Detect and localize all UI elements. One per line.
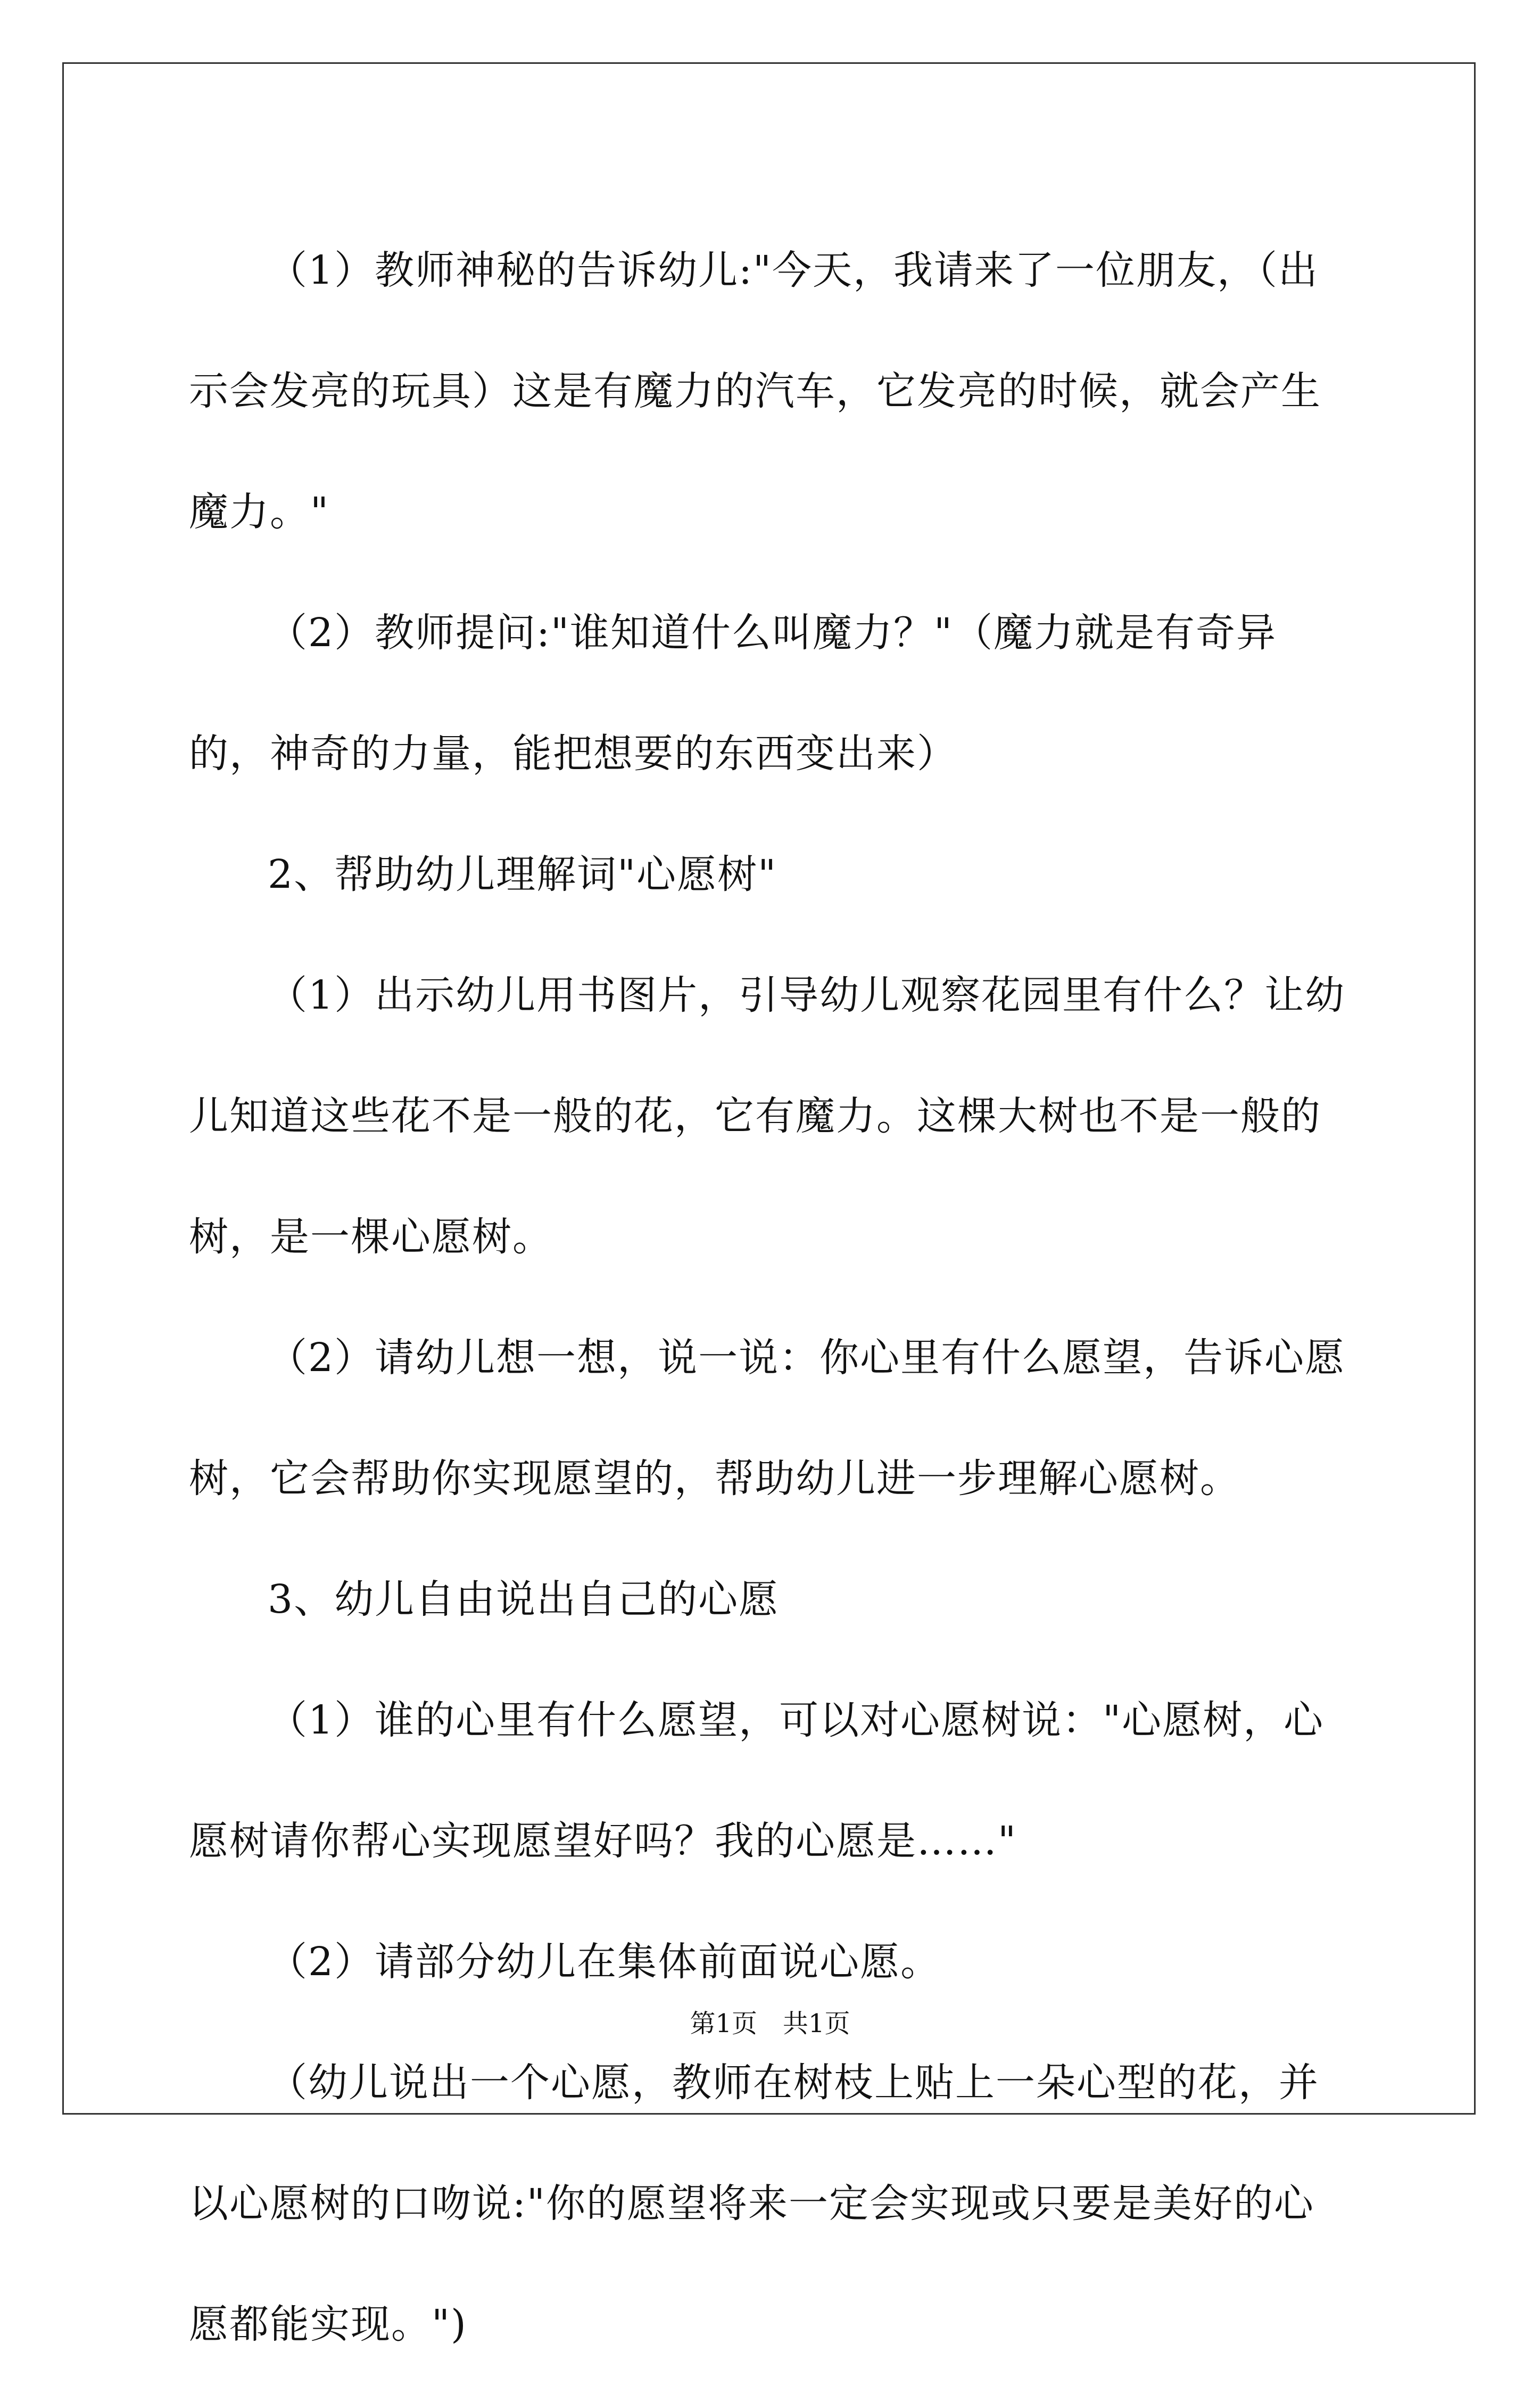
paragraph: （2）请幼儿想一想，说一说：你心里有什么愿望，告诉心愿树，它会帮助你实现愿望的，帮助幼儿进一步理解心愿树。	[189, 1335, 1346, 1501]
paragraph: （1）出示幼儿用书图片，引导幼儿观察花园里有什么？让幼儿知道这些花不是一般的花，它有魔力。这棵大树也不是一般的树，是一棵心愿树。	[189, 972, 1346, 1260]
section-heading: 2、帮助幼儿理解词"心愿树"	[268, 852, 777, 897]
page-footer	[0, 2008, 1540, 2040]
paragraph: （1）教师神秘的告诉幼儿:"今天，我请来了一位朋友，（出示会发亮的玩具）这是有魔力的汽车，它发亮的时候，就会产生魔力。"	[189, 247, 1321, 535]
paragraph: （幼儿说出一个心愿，教师在树枝上贴上一朵心型的花，并以心愿树的口吻说:"你的愿望将来一定会实现或只要是美好的心愿都能实现。")	[189, 2060, 1319, 2347]
paragraph: （1）谁的心里有什么愿望，可以对心愿树说："心愿树，心愿树请你帮心实现愿望好吗？我的心愿是……"	[189, 1697, 1324, 1864]
paragraph: （2）教师提问:"谁知道什么叫魔力？"（魔力就是有奇异的，神奇的力量，能把想要的东西变出来）	[189, 610, 1277, 777]
paragraph: （2）请部分幼儿在集体前面说心愿。	[268, 1939, 941, 1985]
section-heading: 3、幼儿自由说出自己的心愿	[268, 1577, 780, 1622]
document-body	[189, 210, 1354, 2385]
page-total: 共1页	[783, 2009, 850, 2039]
page-number: 第1页	[690, 2009, 757, 2039]
